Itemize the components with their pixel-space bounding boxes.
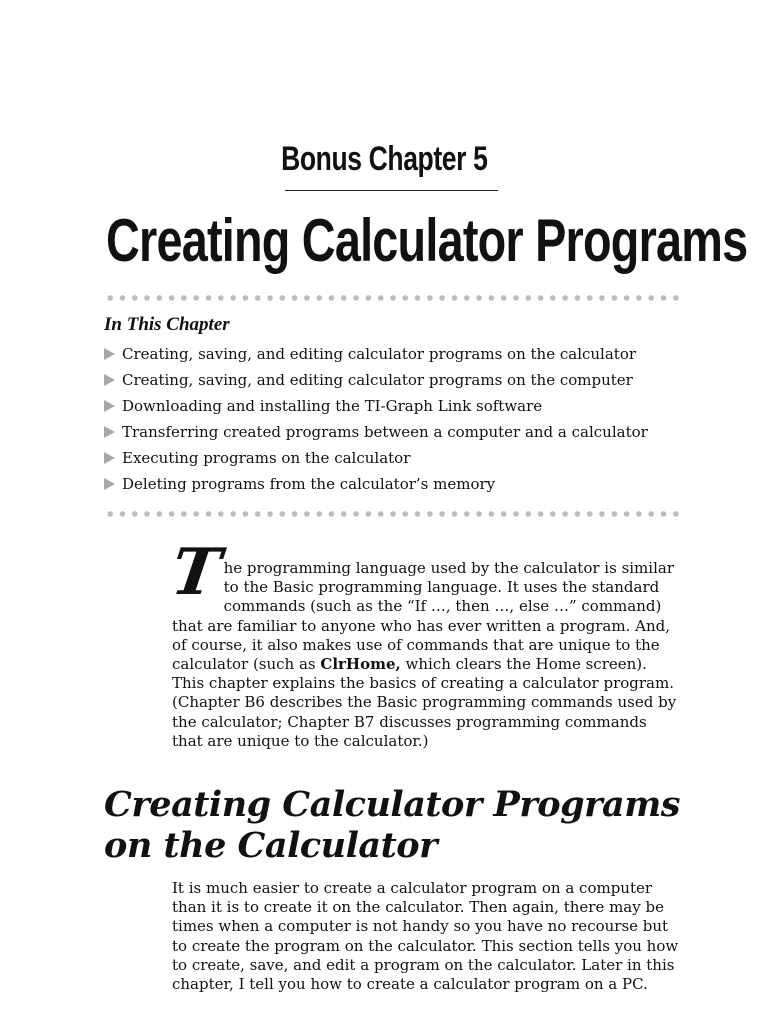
chapter-label [0, 140, 768, 179]
chapter-label-text: Bonus Chapter 5 [280, 140, 488, 178]
bullet-triangle-icon [104, 400, 115, 412]
dotted-divider-bottom [104, 510, 680, 518]
intro-text-end: which clears the Home screen). This chapter explains the basics of creating a calculator program. (Chapter B6 describes the Basic programming commands used by the calculator; Chapter B7 discusses programming commands that are unique to the calculator.) [172, 655, 677, 750]
chapter-title: Creating Calculator Programs [106, 207, 748, 274]
list-item: Transferring created programs between a computer and a calculator [104, 419, 648, 445]
list-item: Creating, saving, and editing calculator programs on the calculator [104, 341, 648, 367]
clrhome-command: ClrHome, [320, 655, 401, 674]
list-item: Downloading and installing the TI-Graph Link software [104, 393, 648, 419]
bullet-triangle-icon [104, 426, 115, 438]
in-this-chapter-list [104, 341, 648, 497]
chapter-label-underline [285, 190, 498, 191]
section-heading: Creating Calculator Programs on the Calculator [104, 784, 680, 866]
bullet-triangle-icon [104, 452, 115, 464]
drop-cap: T [166, 535, 225, 610]
bullet-triangle-icon [104, 348, 115, 360]
dotted-divider-top [104, 294, 680, 302]
bullet-triangle-icon [104, 478, 115, 490]
section-paragraph [172, 879, 682, 994]
list-item: Deleting programs from the calculator’s memory [104, 471, 648, 497]
section-body-text: It is much easier to create a calculator program on a computer than it is to create it on the calculator. Then again, there may be times when a computer is not handy so you have no recourse but to create the program on the calculator. This section tells you how to create, save, and edit a program on the calculator. Later in this chapter, I tell you how to create a calculator program on a PC. [172, 879, 679, 994]
intro-paragraph [166, 535, 682, 751]
list-item: Executing programs on the calculator [104, 445, 648, 471]
list-item: Creating, saving, and editing calculator programs on the computer [104, 367, 648, 393]
in-this-chapter-heading: In This Chapter [104, 314, 230, 335]
intro-text-start: he programming language used by the calculator is similar to the Basic programming language. It uses the standard commands (such as the “If …, then …, else …” command) that are familiar to anyone who has ever written a program. And, of course, it also makes use of commands that are unique to the calculator (such as [172, 559, 674, 674]
bullet-triangle-icon [104, 374, 115, 386]
